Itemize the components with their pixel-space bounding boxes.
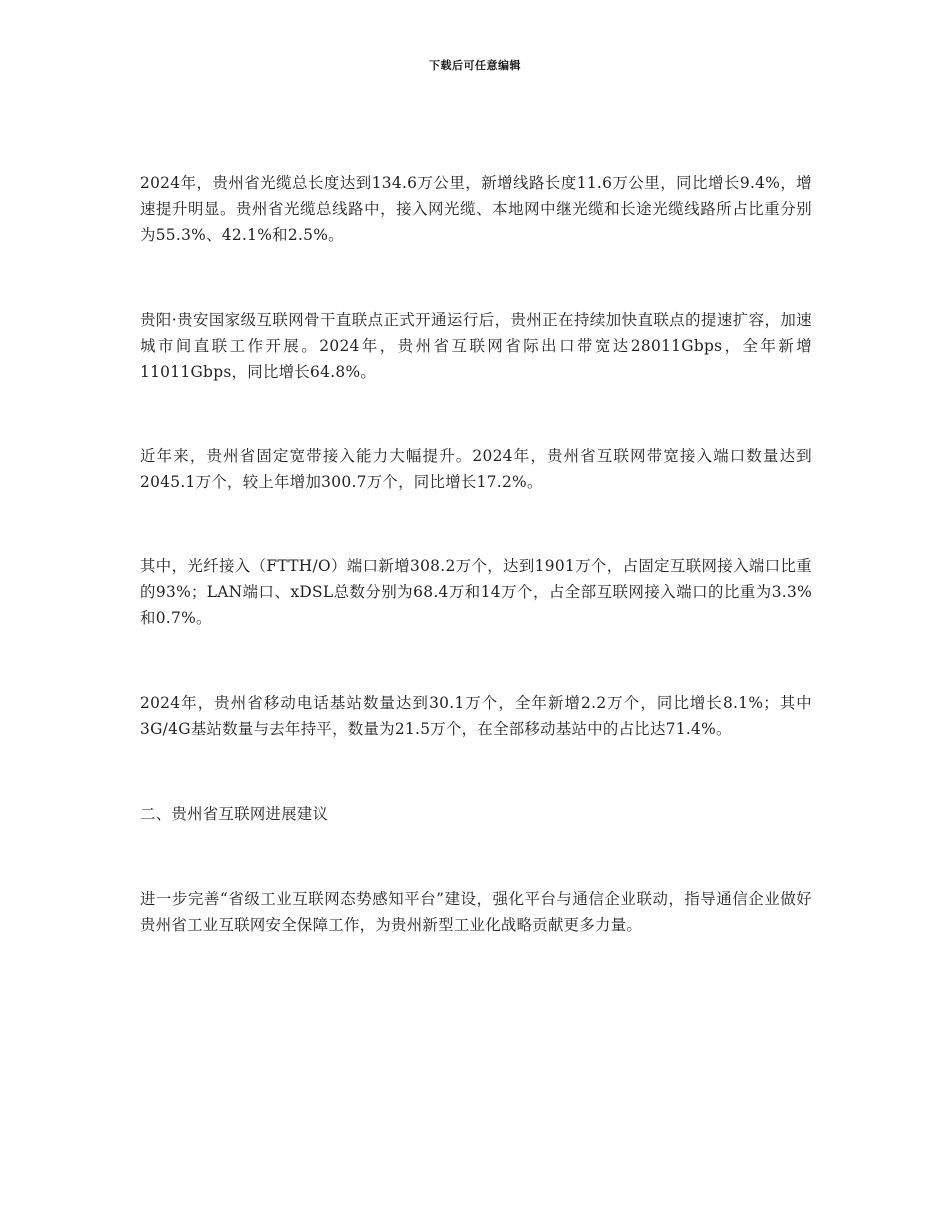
- paragraph-recommendation: 进一步完善“省级工业互联网态势感知平台”建设，强化平台与通信企业联动，指导通信企业做好贵州省工业互联网安全保障工作，为贵州新型工业化战略贡献更多力量。: [140, 890, 812, 934]
- section-heading: 二、贵州省互联网进展建议: [140, 805, 329, 823]
- page-header: 下载后可任意编辑: [429, 59, 521, 72]
- paragraph-backbone-interconnect: 贵阳·贵安国家级互联网骨干直联点正式开通运行后，贵州正在持续加快直联点的提速扩容，加速城市间直联工作开展。2024年，贵州省互联网省际出口带宽达28011Gbps，全年新增11011Gbps，同比增长64.8%。: [140, 311, 812, 381]
- paragraph-fiber-cable: 2024年，贵州省光缆总长度达到134.6万公里，新增线路长度11.6万公里，同比增长9.4%，增速提升明显。贵州省光缆总线路中，接入网光缆、本地网中继光缆和长途光缆线路所占比重分别为55.3%、42.1%和2.5%。: [140, 174, 812, 244]
- paragraph-base-stations: 2024年，贵州省移动电话基站数量达到30.1万个，全年新增2.2万个，同比增长8.1%；其中3G/4G基站数量与去年持平，数量为21.5万个，在全部移动基站中的占比达71.4%。: [140, 694, 812, 738]
- paragraph-ftth-ports: 其中，光纤接入（FTTH/O）端口新增308.2万个，达到1901万个，占固定互联网接入端口比重的93%；LAN端口、xDSL总数分别为68.4万和14万个，占全部互联网接入端口的比重为3.3%和0.7%。: [140, 557, 812, 627]
- document-body: [140, 170, 812, 997]
- paragraph-broadband-ports: 近年来，贵州省固定宽带接入能力大幅提升。2024年，贵州省互联网带宽接入端口数量达到2045.1万个，较上年增加300.7万个，同比增长17.2%。: [140, 447, 812, 491]
